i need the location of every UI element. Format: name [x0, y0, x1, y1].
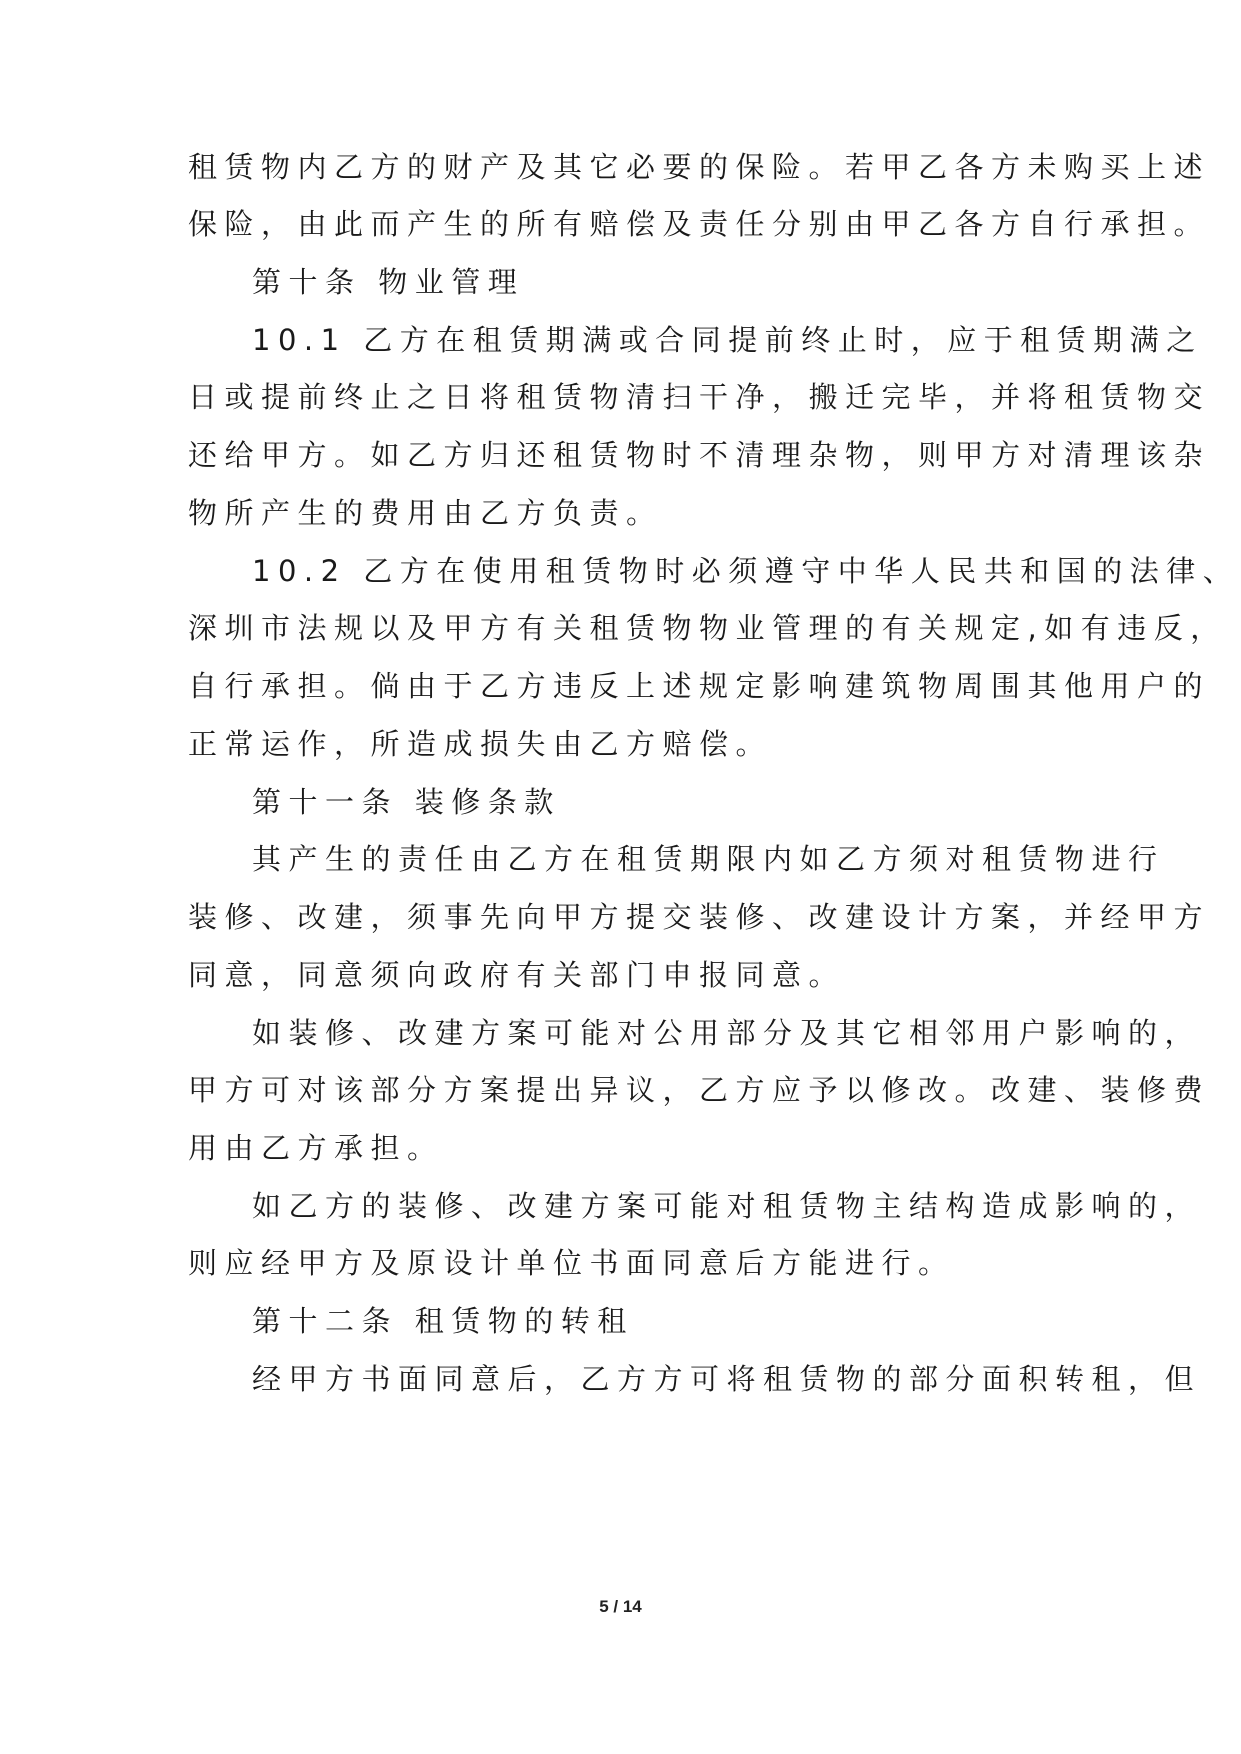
text-line: 10.2 乙方在使用租赁物时必须遵守中华人民共和国的法律、 [252, 554, 1240, 588]
text-line: 装修、改建，须事先向甲方提交装修、改建设计方案，并经甲方 [188, 900, 1211, 934]
text-line: 深圳市法规以及甲方有关租赁物物业管理的有关规定,如有违反， [188, 611, 1227, 645]
text-line: 经甲方书面同意后，乙方方可将租赁物的部分面积转租，但 [252, 1362, 1202, 1396]
text-line: 用由乙方承担。 [188, 1131, 444, 1165]
text-line: 10.1 乙方在租赁期满或合同提前终止时，应于租赁期满之 [252, 323, 1203, 357]
text-line: 还给甲方。如乙方归还租赁物时不清理杂物，则甲方对清理该杂 [188, 438, 1211, 472]
text-line: 物所产生的费用由乙方负责。 [188, 496, 663, 530]
page-number: 5 / 14 [599, 1597, 642, 1616]
text-line: 如乙方的装修、改建方案可能对租赁物主结构造成影响的， [252, 1189, 1202, 1223]
text-line: 甲方可对该部分方案提出异议，乙方应予以修改。改建、装修费 [188, 1073, 1211, 1107]
text-line: 同意，同意须向政府有关部门申报同意。 [188, 958, 846, 992]
text-line: 则应经甲方及原设计单位书面同意后方能进行。 [188, 1246, 955, 1280]
text-line: 租赁物内乙方的财产及其它必要的保险。若甲乙各方未购买上述 [188, 150, 1211, 184]
text-line: 正常运作，所造成损失由乙方赔偿。 [188, 727, 773, 761]
section-heading: 第十二条 租赁物的转租 [252, 1304, 634, 1338]
text-line: 日或提前终止之日将租赁物清扫干净，搬迁完毕，并将租赁物交 [188, 380, 1211, 414]
text-line: 自行承担。倘由于乙方违反上述规定影响建筑物周围其他用户的 [188, 669, 1211, 703]
section-heading: 第十一条 装修条款 [252, 785, 561, 819]
text-line: 其产生的责任由乙方在租赁期限内如乙方须对租赁物进行 [252, 842, 1165, 876]
text-line: 保险，由此而产生的所有赔偿及责任分别由甲乙各方自行承担。 [188, 207, 1211, 241]
text-line: 如装修、改建方案可能对公用部分及其它相邻用户影响的， [252, 1016, 1202, 1050]
section-heading: 第十条 物业管理 [252, 265, 525, 299]
